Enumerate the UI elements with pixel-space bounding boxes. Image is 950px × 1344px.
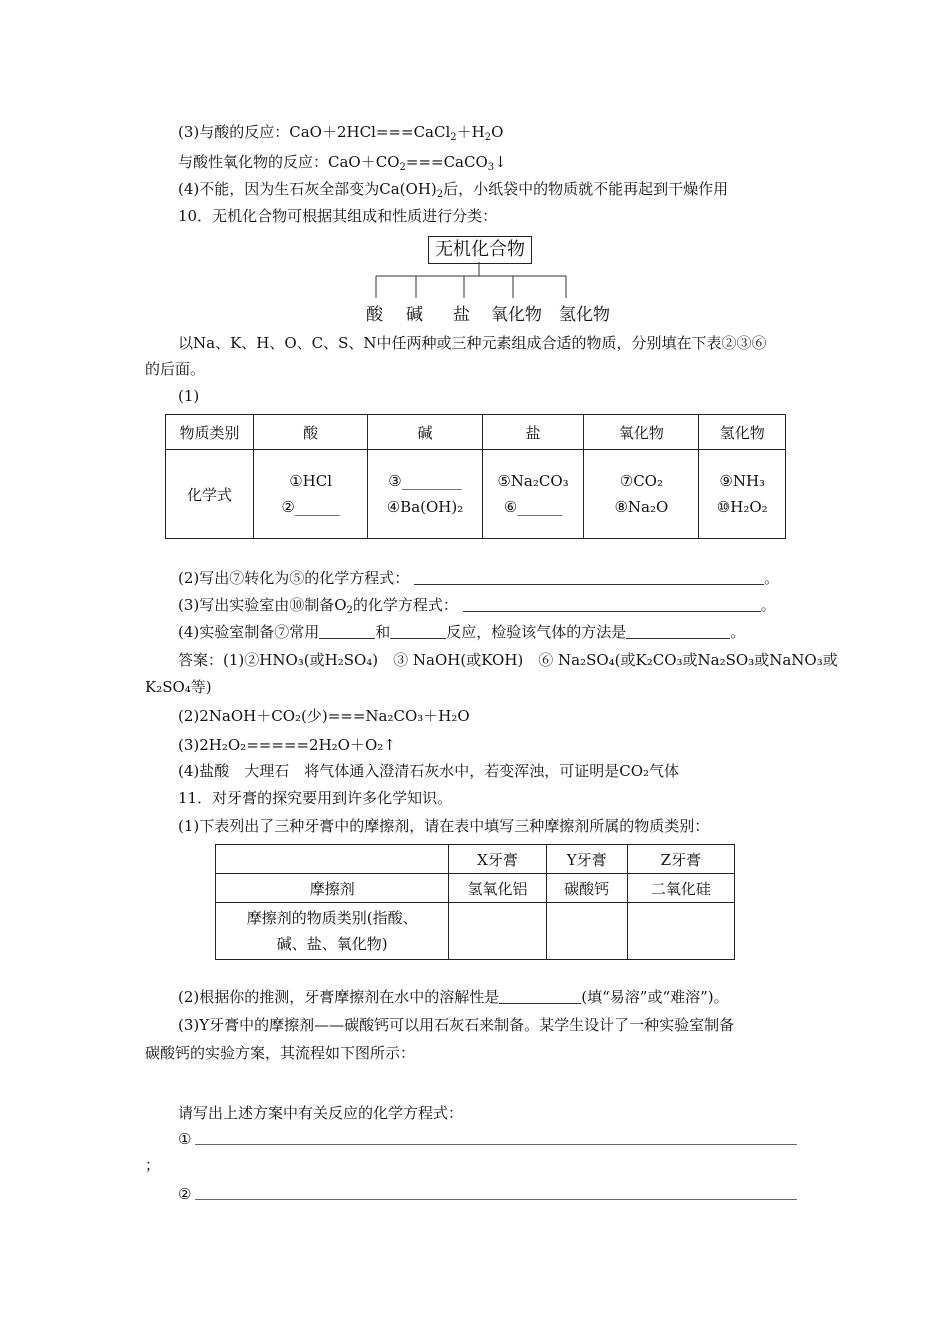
row-label: 摩擦剂 bbox=[216, 874, 449, 903]
diagram-child-hydride: 氢化物 bbox=[559, 305, 610, 325]
answer-line: 答案：(1)②HNO₃(或H₂SO₄) ③ NaOH(或KOH) ⑥ Na₂SO₄(或K₂CO₃或Na₂SO₃或NaNO₃或 bbox=[178, 651, 838, 669]
equation-2-label: ② bbox=[178, 1185, 192, 1203]
intro-line-1: 以Na、K、H、O、C、S、N中任两种或三种元素组成合适的物质，分别填在下表②③⑥ bbox=[178, 334, 767, 352]
row-label: 摩擦剂的物质类别(指酸、 碱、盐、氧化物) bbox=[216, 903, 449, 960]
diagram-child-acid: 酸 bbox=[366, 305, 383, 325]
answer-cell[interactable] bbox=[449, 903, 546, 960]
table-header: 盐 bbox=[482, 415, 584, 450]
equation-1-answer-line[interactable] bbox=[195, 1144, 797, 1145]
diagram-child-base: 碱 bbox=[406, 305, 423, 325]
table-header bbox=[216, 845, 449, 874]
equation-1-label: ① bbox=[178, 1130, 192, 1148]
question-10: 10．无机化合物可根据其组成和性质进行分类： bbox=[178, 207, 498, 225]
answer-blank[interactable] bbox=[499, 989, 581, 1004]
table-cell: ⑤Na₂CO₃ ⑥______ bbox=[482, 450, 584, 539]
table-header: Z牙膏 bbox=[627, 845, 734, 874]
table-cell: ⑦CO₂ ⑧Na₂O bbox=[584, 450, 699, 539]
table-header: X牙膏 bbox=[449, 845, 546, 874]
question-part-4: (4)实验室制备⑦常用 和 反应，检验该气体的方法是 。 bbox=[178, 623, 746, 641]
intro-line-2: 的后面。 bbox=[145, 360, 206, 378]
table-header: 碱 bbox=[368, 415, 482, 450]
answer-blank[interactable] bbox=[463, 597, 761, 612]
table-cell: 氢氧化铝 bbox=[449, 874, 546, 903]
question-11: 11．对牙膏的探究要用到许多化学知识。 bbox=[178, 789, 453, 807]
equation-prompt: 请写出上述方案中有关反应的化学方程式： bbox=[178, 1104, 464, 1122]
table-cell: ⑨NH₃ ⑩H₂O₂ bbox=[699, 450, 786, 539]
answer-blank[interactable] bbox=[414, 570, 764, 585]
diagram-root: 无机化合物 bbox=[428, 236, 532, 264]
diagram-child-salt: 盐 bbox=[453, 305, 470, 325]
answer-blank[interactable] bbox=[319, 624, 375, 639]
question-11-part-3-line-1: (3)Y牙膏中的摩擦剂——碳酸钙可以用石灰石来制备。某学生设计了一种实验室制备 bbox=[178, 1016, 735, 1034]
table-cell: 碳酸钙 bbox=[546, 874, 627, 903]
equation-1-tail: ； bbox=[145, 1156, 161, 1174]
table-cell: 二氧化硅 bbox=[627, 874, 734, 903]
question-part-2: (2)写出⑦转化为⑤的化学方程式： 。 bbox=[178, 569, 780, 587]
answer-line: (4)盐酸 大理石 将气体通入澄清石灰水中，若变浑浊，可证明是CO₂气体 bbox=[178, 762, 680, 780]
table-header: 氧化物 bbox=[584, 415, 699, 450]
answer-blank[interactable] bbox=[626, 624, 730, 639]
answer-line: (2)2NaOH＋CO₂(少)===Na₂CO₃＋H₂O bbox=[178, 707, 470, 725]
diagram-child-oxide: 氧化物 bbox=[491, 305, 542, 325]
diagram-connector-lines bbox=[370, 262, 590, 302]
row-label: 化学式 bbox=[166, 450, 254, 539]
classification-table bbox=[165, 414, 786, 539]
table-cell: ①HCl ②______ bbox=[254, 450, 368, 539]
table-header: 氢化物 bbox=[699, 415, 786, 450]
answer-line-4: (4)不能，因为生石灰全部变为$Ca(OH)_2$后，小纸袋中的物质就不能再起到干燥作用 bbox=[178, 180, 729, 200]
answer-line-acidic-oxide: 与酸性氧化物的反应：$CaO+CO_2===CaCO_3↓$ bbox=[178, 153, 507, 173]
toothpaste-table bbox=[215, 844, 735, 960]
part-1-label: (1) bbox=[178, 387, 200, 405]
answer-line: (3)2H₂O₂=====2H₂O＋O₂↑ bbox=[178, 736, 396, 754]
answer-cell[interactable] bbox=[627, 903, 734, 960]
answer-line-3: (3)与酸的反应：$CaO+2HCl===CaCl_2+H_2O$ bbox=[178, 123, 504, 143]
equation-2-answer-line[interactable] bbox=[195, 1199, 797, 1200]
question-part-3: (3)写出实验室由⑩制备$O_2$的化学方程式： 。 bbox=[178, 596, 776, 616]
table-header: 物质类别 bbox=[166, 415, 254, 450]
table-header: 酸 bbox=[254, 415, 368, 450]
table-cell: ③________ ④Ba(OH)₂ bbox=[368, 450, 482, 539]
question-11-part-1: (1)下表列出了三种牙膏中的摩擦剂，请在表中填写三种摩擦剂所属的物质类别： bbox=[178, 817, 710, 835]
answer-cell[interactable] bbox=[546, 903, 627, 960]
answer-line: K₂SO₄等) bbox=[145, 678, 212, 696]
question-11-part-3-line-2: 碳酸钙的实验方案，其流程如下图所示： bbox=[145, 1044, 416, 1062]
table-header: Y牙膏 bbox=[546, 845, 627, 874]
question-11-part-2: (2)根据你的推测，牙膏摩擦剂在水中的溶解性是 (填“易溶”或“难溶”)。 bbox=[178, 988, 729, 1006]
answer-blank[interactable] bbox=[390, 624, 446, 639]
